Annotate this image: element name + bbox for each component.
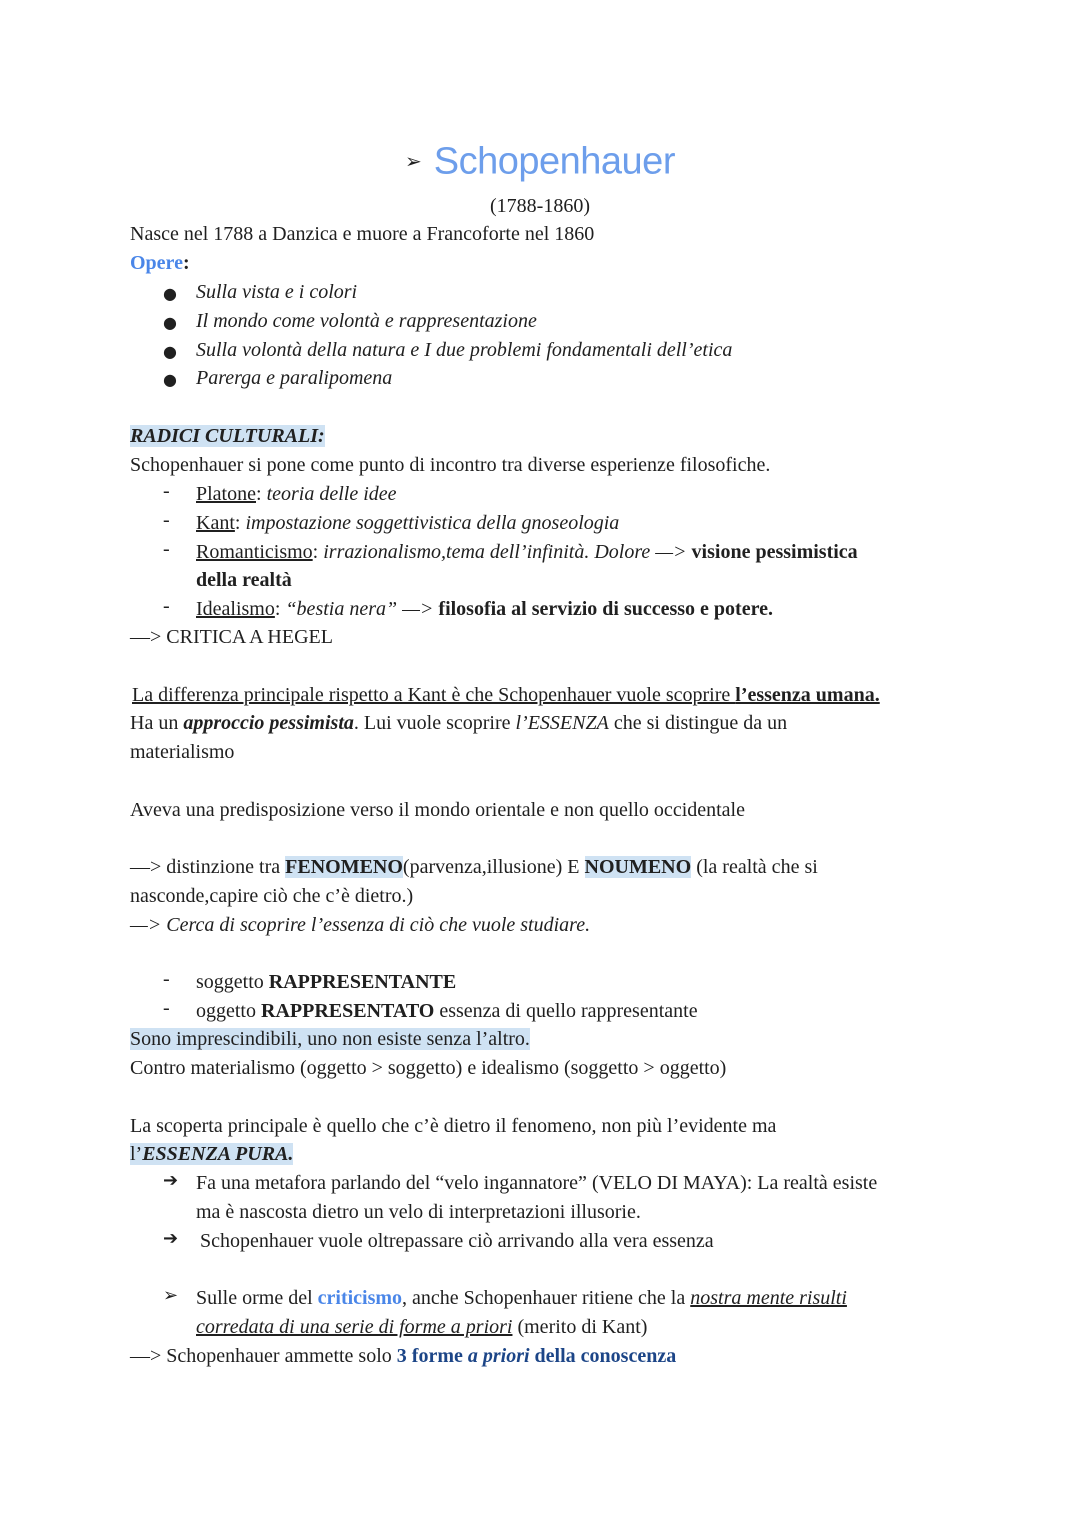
radici-item: Kant: impostazione soggettivistica della gnoseologia — [196, 512, 620, 534]
distinzione-cont: nasconde,capire ciò che c’è dietro.) — [130, 885, 414, 907]
criticismo-cont: corredata di una serie di forme a priori (merito di Kant) — [196, 1316, 648, 1338]
intro-text: Nasce nel 1788 a Danzica e muore a Francoforte nel 1860 — [130, 223, 595, 245]
radici-heading: RADICI CULTURALI: — [130, 425, 325, 447]
dash-bullet: - — [163, 509, 170, 531]
distinzione-text: —> distinzione tra FENOMENO(parvenza,illusione) E NOUMENO (la realtà che si — [130, 856, 818, 878]
critica-hegel: —> CRITICA A HEGEL — [130, 626, 333, 648]
radici-intro: Schopenhauer si pone come punto di incontro tra diverse esperienze filosofiche. — [130, 454, 771, 476]
title-row — [0, 138, 1080, 183]
opere-heading: Opere: — [130, 252, 190, 274]
opera-item: Il mondo come volontà e rappresentazione — [196, 310, 537, 332]
radici-item-cont: della realtà — [196, 569, 292, 591]
dash-bullet: - — [163, 595, 170, 617]
arrowhead-bullet-icon: ➢ — [405, 149, 422, 174]
bullet-icon: ● — [163, 342, 177, 361]
bullet-icon: ● — [163, 313, 177, 332]
oriente-text: Aveva una predisposizione verso il mondo orientale e non quello occidentale — [130, 799, 745, 821]
opera-item: Sulla volontà della natura e I due problemi fondamentali dell’etica — [196, 339, 733, 361]
life-dates: (1788-1860) — [490, 195, 590, 217]
arrowhead-bullet-icon: ➢ — [163, 1285, 179, 1306]
contro-text: Contro materialismo (oggetto > soggetto) e idealismo (soggetto > oggetto) — [130, 1057, 727, 1079]
criticismo-text: Sulle orme del criticismo, anche Schopenhauer ritiene che la nostra mente risulti — [196, 1287, 847, 1309]
dash-bullet: - — [163, 538, 170, 560]
arrow-right-icon: ➔ — [163, 1170, 179, 1191]
dash-bullet: - — [163, 968, 170, 990]
radici-item: Platone: teoria delle idee — [196, 483, 397, 505]
radici-item: Idealismo: “bestia nera” —> filosofia al servizio di successo e potere. — [196, 598, 773, 620]
approccio-text: Ha un approccio pessimista. Lui vuole scoprire l’ESSENZA che si distingue da un — [130, 712, 788, 734]
bullet-icon: ● — [163, 370, 177, 389]
forme-text: —> Schopenhauer ammette solo 3 forme a priori della conoscenza — [130, 1345, 677, 1367]
approccio-cont: materialismo — [130, 741, 235, 763]
opera-item: Sulla vista e i colori — [196, 281, 358, 303]
oltrepassare-text: Schopenhauer vuole oltrepassare ciò arrivando alla vera essenza — [200, 1230, 714, 1252]
differenza-text: La differenza principale rispetto a Kant è che Schopenhauer vuole scoprire l’essenza umana. — [132, 684, 880, 706]
page-title: Schopenhauer — [433, 140, 675, 183]
dash-bullet: - — [163, 480, 170, 502]
soggetto-item: soggetto RAPPRESENTANTE — [196, 971, 457, 993]
imprescindibili-text: Sono imprescindibili, uno non esiste senza l’altro. — [130, 1028, 530, 1050]
arrow-right-icon: ➔ — [163, 1228, 179, 1249]
essenza-pura: l’ESSENZA PURA. — [130, 1143, 294, 1165]
dash-bullet: - — [163, 997, 170, 1019]
cerca-text: —> Cerca di scoprire l’essenza di ciò che vuole studiare. — [130, 914, 591, 936]
metafora-cont: ma è nascosta dietro un velo di interpretazioni illusorie. — [196, 1201, 641, 1223]
scoperta-text: La scoperta principale è quello che c’è dietro il fenomeno, non più l’evidente ma — [130, 1115, 777, 1137]
opera-item: Parerga e paralipomena — [196, 367, 393, 389]
oggetto-item: oggetto RAPPRESENTATO essenza di quello rappresentante — [196, 1000, 698, 1022]
opere-label: Opere — [130, 252, 183, 274]
radici-item: Romanticismo: irrazionalismo,tema dell’infinità. Dolore —> visione pessimistica — [196, 541, 858, 563]
bullet-icon: ● — [163, 284, 177, 303]
metafora-text: Fa una metafora parlando del “velo ingannatore” (VELO DI MAYA): La realtà esiste — [196, 1172, 878, 1194]
